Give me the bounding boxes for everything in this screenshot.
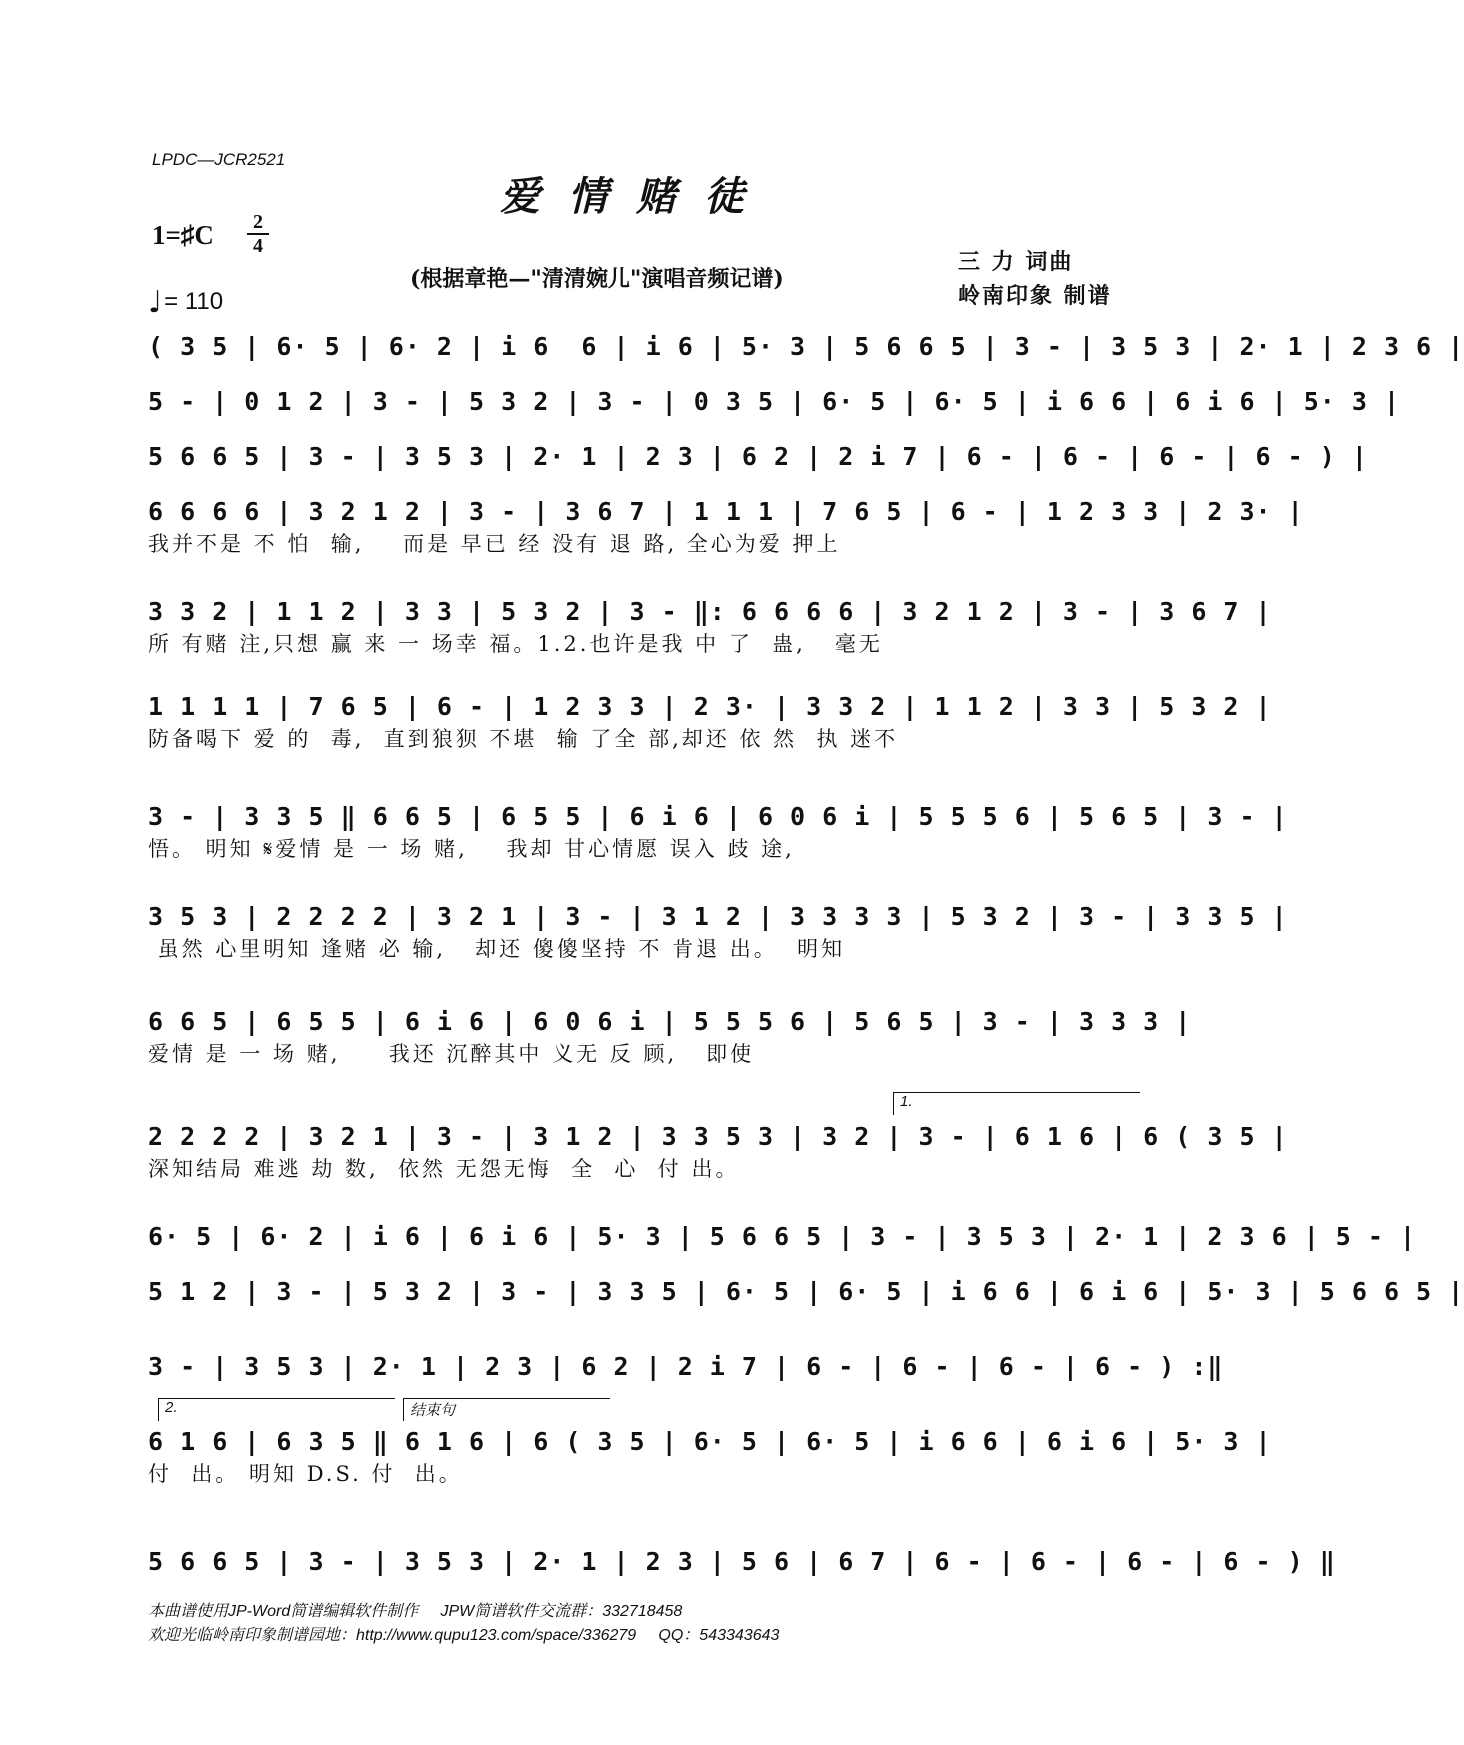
notation: 2 2 2 2 | 3 2 1 | 3 - | 3 1 2 | 3 3 5 3 | 3 2 | 3 - | 6 1 6 | 6 ( 3 5 | bbox=[148, 1122, 1288, 1151]
score-line bbox=[148, 440, 1368, 474]
key-signature: 1=♯C bbox=[152, 220, 214, 250]
notation: 6 1 6 | 6 3 5 ‖ 6 1 6 | 6 ( 3 5 | 6· 5 | 6· 5 | i 6 6 | 6 i 6 | 5· 3 | bbox=[148, 1427, 1272, 1456]
tempo-value: = 110 bbox=[164, 288, 224, 315]
lyrics: 付 出。 明知 D.S. 付 出。 bbox=[148, 1462, 463, 1486]
score-line bbox=[148, 1425, 1272, 1489]
lyricist-composer: 三 力 词曲 bbox=[958, 249, 1074, 275]
score-line bbox=[148, 1220, 1417, 1254]
score-line bbox=[148, 595, 1272, 659]
notation: 1 1 1 1 | 7 6 5 | 6 - | 1 2 3 3 | 2 3· | 3 3 2 | 1 1 2 | 3 3 | 5 3 2 | bbox=[148, 692, 1272, 721]
song-title: 爱情赌徒 bbox=[500, 173, 772, 220]
footer-software-note: 本曲谱使用JP-Word简谱编辑软件制作 JPW简谱软件交流群：332718458 bbox=[148, 1603, 683, 1620]
score-line bbox=[148, 900, 1288, 964]
notation: ( 3 5 | 6· 5 | 6· 2 | i 6 6 | i 6 | 5· 3 | 5 6 6 5 | 3 - | 3 5 3 | 2· 1 | 2 3 6 | bbox=[148, 332, 1464, 361]
score-line bbox=[148, 495, 1304, 559]
lyrics: 爱情 是 一 场 赌, 我还 沉醉其中 义无 反 顾, 即使 bbox=[148, 1042, 755, 1066]
notation: 3 - | 3 5 3 | 2· 1 | 2 3 | 6 2 | 2 i 7 | 6 - | 6 - | 6 - | 6 - ) :‖ bbox=[148, 1352, 1224, 1381]
lyrics: 深知结局 难逃 劫 数, 依然 无怨无悔 全 心 付 出。 bbox=[148, 1157, 740, 1181]
lyrics: 所 有赌 注,只想 赢 来 一 场幸 福。1.2.也许是我 中 了 蛊, 毫无 bbox=[148, 632, 883, 656]
footer-website-note: 欢迎光临岭南印象制谱园地：http://www.qupu123.com/space/336279 QQ：543343643 bbox=[148, 1627, 780, 1644]
notation: 5 6 6 5 | 3 - | 3 5 3 | 2· 1 | 2 3 | 5 6 | 6 7 | 6 - | 6 - | 6 - | 6 - ) ‖ bbox=[148, 1547, 1336, 1576]
first-ending-bracket: 1. bbox=[893, 1092, 1140, 1115]
score-line bbox=[148, 1350, 1224, 1384]
tempo-marking bbox=[148, 285, 223, 320]
score-line bbox=[148, 1275, 1464, 1309]
notation: 3 5 3 | 2 2 2 2 | 3 2 1 | 3 - | 3 1 2 | 3 3 3 3 | 5 3 2 | 3 - | 3 3 5 | bbox=[148, 902, 1288, 931]
lyrics: 虽然 心里明知 逢赌 必 输, 却还 傻傻坚持 不 肯退 出。 明知 bbox=[148, 937, 846, 961]
notation: 3 3 2 | 1 1 2 | 3 3 | 5 3 2 | 3 - ‖: 6 6 6 6 | 3 2 1 2 | 3 - | 3 6 7 | bbox=[148, 597, 1272, 626]
notation: 5 6 6 5 | 3 - | 3 5 3 | 2· 1 | 2 3 | 6 2 | 2 i 7 | 6 - | 6 - | 6 - | 6 - ) | bbox=[148, 442, 1368, 471]
notation: 3 - | 3 3 5 ‖ 6 6 5 | 6 5 5 | 6 i 6 | 6 0 6 i | 5 5 5 6 | 5 6 5 | 3 - | bbox=[148, 802, 1288, 831]
score-line bbox=[148, 1545, 1336, 1579]
lyrics: 防备喝下 爱 的 毒, 直到狼狈 不堪 输 了全 部,却还 依 然 执 迷不 bbox=[148, 727, 899, 751]
score-line bbox=[148, 1005, 1192, 1069]
transcriber: 岭南印象 制谱 bbox=[958, 283, 1112, 309]
score-line bbox=[148, 1120, 1288, 1184]
second-ending-bracket: 2. bbox=[158, 1398, 395, 1421]
score-line bbox=[148, 690, 1272, 754]
lyrics: 悟。 明知 𝄋爱情 是 一 场 赌, 我却 甘心情愿 误入 歧 途, bbox=[148, 837, 795, 861]
notation: 5 1 2 | 3 - | 5 3 2 | 3 - | 3 3 5 | 6· 5 | 6· 5 | i 6 6 | 6 i 6 | 5· 3 | 5 6 6 5 | bbox=[148, 1277, 1464, 1306]
notation: 6· 5 | 6· 2 | i 6 | 6 i 6 | 5· 3 | 5 6 6 5 | 3 - | 3 5 3 | 2· 1 | 2 3 6 | 5 - | bbox=[148, 1222, 1417, 1251]
score-line bbox=[148, 800, 1288, 864]
notation: 5 - | 0 1 2 | 3 - | 5 3 2 | 3 - | 0 3 5 | 6· 5 | 6· 5 | i 6 6 | 6 i 6 | 5· 3 | bbox=[148, 387, 1400, 416]
lyrics: 我并不是 不 怕 输, 而是 早已 经 没有 退 路, 全心为爱 押上 bbox=[148, 532, 841, 556]
catalog-code: LPDC—JCR2521 bbox=[152, 150, 286, 169]
time-signature bbox=[247, 212, 269, 256]
notation: 6 6 5 | 6 5 5 | 6 i 6 | 6 0 6 i | 5 5 5 6 | 5 6 5 | 3 - | 3 3 3 | bbox=[148, 1007, 1192, 1036]
time-signature-top: 2 bbox=[253, 211, 263, 233]
quarter-note-icon: ♩ bbox=[148, 285, 163, 320]
time-signature-bottom: 4 bbox=[253, 235, 263, 257]
credits bbox=[958, 245, 1112, 313]
coda-bracket: 结束句 bbox=[403, 1398, 610, 1421]
source-note: (根据章艳—"清清婉儿"演唱音频记谱) bbox=[410, 266, 784, 292]
score-line bbox=[148, 330, 1464, 364]
notation: 6 6 6 6 | 3 2 1 2 | 3 - | 3 6 7 | 1 1 1 | 7 6 5 | 6 - | 1 2 3 3 | 2 3· | bbox=[148, 497, 1304, 526]
score-line bbox=[148, 385, 1400, 419]
